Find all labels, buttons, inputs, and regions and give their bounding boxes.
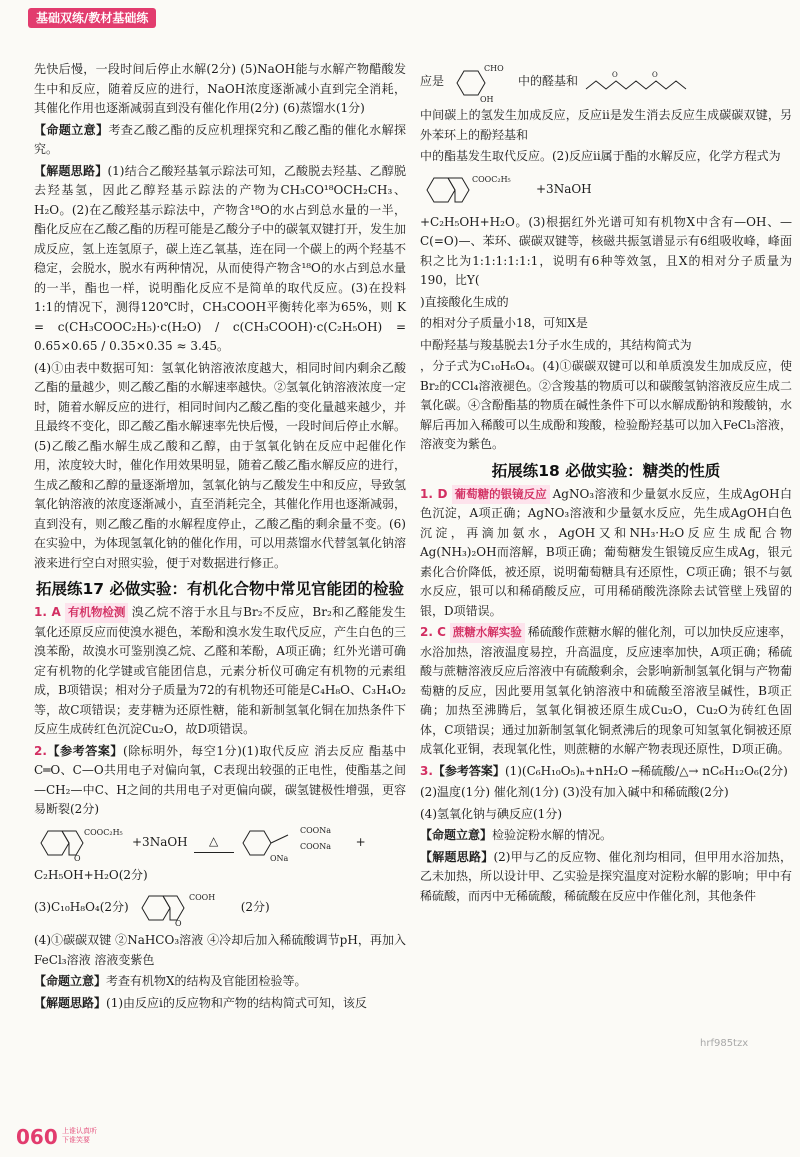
formula-row	[34, 888, 406, 928]
page-number: 060	[16, 1125, 58, 1149]
watermark: hrf985tzx	[700, 1038, 749, 1049]
left-column	[34, 60, 406, 1015]
right-text-2: 中的酯基发生取代反应。(2)反应ⅱ属于酯的水解反应，化学方程式为	[420, 149, 781, 163]
answer-tag: 【参考答案】	[46, 743, 123, 758]
question-3	[420, 762, 792, 782]
analysis-text: (2)甲与乙的反应物、催化剂均相同，但甲用水浴加热，乙未加热，所以设计甲、乙实验是探究温度对淀粉水解的影响；甲中有稀硫酸，而丙中无稀硫酸，稀硫酸在反应中作催化剂，其他条件	[420, 849, 793, 903]
coumarin-ester-structure	[420, 170, 530, 210]
condition-arrow: △	[194, 832, 234, 853]
intent-text: 考查有机物X的结构及官能团检验等。	[106, 974, 307, 988]
coumarin-ester-structure	[34, 823, 126, 863]
formula-text: (3)C₁₀H₈O₄(2分)	[34, 900, 129, 915]
svg-text:COONa: COONa	[299, 825, 331, 835]
question-number: 2. C	[420, 625, 446, 639]
svg-text:ONa: ONa	[269, 853, 288, 863]
text-fragment: 中的醛基和	[518, 74, 579, 89]
equation-product-line: C₂H₅OH+H₂O(2分)	[34, 867, 148, 882]
question-1	[420, 485, 792, 622]
question-2	[420, 623, 792, 760]
salicylaldehyde-structure	[450, 61, 512, 103]
reagent-text: +3NaOH	[536, 181, 592, 196]
intent-tag: 【命题立意】	[34, 974, 107, 988]
answer-tag: 【参考答案】	[432, 763, 505, 778]
answer-line-4: (4)①碳碳双键 ②NaHCO₃溶液 ④冷却后加入稀硫酸调节pH，再加入FeCl₃溶液 溶液变紫色	[34, 933, 406, 967]
score-text: (2分)	[240, 900, 270, 915]
right-column	[420, 58, 792, 908]
svg-text:OH: OH	[480, 95, 494, 103]
right-text-6: 中酚羟基与羧基脱去1分子水生成的，其结构简式为	[420, 337, 692, 352]
structure-row-2	[420, 170, 792, 210]
question-text: (除标明外，每空1分)(1)取代反应 消去反应 酯基中C═O、C—O共用电子对偏向氧，C表现出较强的正电性，使酯基之间—CH₂—中C、H之间的共用电子对更偏向碳，碳氢键极性增强，更容易断裂(2分)	[34, 743, 406, 816]
topic-tag: 蔗糖水解实验	[450, 623, 525, 643]
svg-text:COONa: COONa	[299, 841, 331, 851]
analysis-paragraph-2: (4)①由表中数据可知：氢氧化钠溶液浓度越大，相同时间内剩余乙酸乙酯的量越少，则乙酸乙酯的水解速率越快。②氢氧化钠溶液浓度一定时，随着水解反应的进行，相同时间内乙酸乙酯的变化量越来越少，并且最终不变化，即乙酸乙酯水解速率先快后慢，一段时间后停止水解。(5)乙酸乙酯水解生成乙酸和乙醇，由于氢氧化钠在反应中起催化作用，浓度较大时，催化作用效果明显，随着乙酸乙酯水解反应的进行，生成乙酸和乙醇的量逐渐增加，氢氧化钠与乙酸发生中和反应，导致氢氧化钠溶液的浓度逐渐减小，直至消耗完全，其催化作用也逐渐减弱，直到没有，则乙酸乙酯的水解程度停止，乙酸乙酯的剩余量不变。(6)在实验中，为体现氢氧化钠的催化作用，可以用蒸馏水代替氢氧化钠溶液来进行空白对照实验，便于对数据进行修正。	[34, 360, 407, 570]
svg-text:O: O	[174, 919, 182, 928]
svg-text:CHO: CHO	[484, 64, 504, 73]
footer-slogan: 上谁认真听 下谁笑要	[62, 1127, 97, 1144]
analysis-tag: 【解题思路】	[34, 995, 107, 1010]
intent-paragraph-2	[34, 972, 406, 992]
right-text-5: 的相对分子质量小18，可知X是	[420, 316, 588, 330]
right-text-4: )直接酸化生成的	[420, 294, 509, 309]
section-title-17: 拓展练17 必做实验：有机化合物中常见官能团的检验	[36, 580, 404, 598]
coumarin-acid-structure	[135, 888, 235, 928]
question-text: 溴乙烷不溶于水且与Br₂不反应，Br₂和乙醛能发生氧化还原反应而使溴水褪色，苯酚和溴水发生取代反应，产生白色的三溴苯酚，故溴水可鉴别溴乙烷、乙醛和苯酚，A项正确；红外光谱可确定有机物的化学键或官能团信息，元素分析仪可确定有机物的元素组成，B项错误；相对分子质量为72的有机物还可能是C₄H₈O、C₃H₄O₂等，故C项错误；麦芽糖为还原性糖，能和新制氢氧化铜在加热条件下反应生成砖红色沉淀Cu₂O，故D项错误。	[34, 605, 407, 736]
question-number: 3.	[420, 763, 433, 778]
plus-sign: +	[355, 834, 366, 849]
structure-row-1	[420, 61, 792, 103]
answer-line: (1)(C₆H₁₀O₅)ₙ+nH₂O ─稀硫酸/△→ nC₆H₁₂O₆(2分)	[504, 763, 788, 778]
intent-paragraph	[420, 826, 792, 846]
analysis-paragraph	[420, 848, 792, 907]
sodium-salt-structure	[240, 823, 350, 863]
svg-text:COOC₂H₅: COOC₂H₅	[84, 827, 123, 837]
analysis-text: (1)由反应ⅰ的反应物和产物的结构简式可知，该反	[106, 995, 367, 1010]
equation-row	[34, 823, 406, 863]
analysis-tag: 【解题思路】	[34, 163, 108, 178]
answer-continuation: 先快后慢，一段时间后停止水解(2分) (5)NaOH能与水解产物醋酸发生中和反应，随着反应的进行，NaOH浓度逐渐减小直到完全消耗，其催化作用也逐渐减弱直到没有催化作用(2分) (6)蒸馏水(1分)	[34, 62, 406, 115]
section-title-18: 拓展练18 必做实验：糖类的性质	[491, 461, 721, 480]
question-number: 1. A	[34, 605, 61, 619]
right-text-3: +C₂H₅OH+H₂O。(3)根据红外光谱可知有机物X中含有—OH、—C(=O)—、苯环、碳碳双键等，核磁共振氢谱显示有6组吸收峰，峰面积之比为1:1:1:1:1:1，说明有6种等效氢，且X的相对分子质量为190，比Y(	[420, 214, 792, 287]
svg-text:O: O	[612, 71, 618, 79]
analysis-paragraph	[34, 162, 406, 357]
intent-tag: 【命题立意】	[420, 828, 493, 842]
intent-text: 考查乙酸乙酯的反应机理探究和乙酸乙酯的催化水解探究。	[34, 122, 406, 156]
intent-tag: 【命题立意】	[34, 122, 109, 137]
analysis-tag: 【解题思路】	[420, 849, 494, 864]
question-number: 1. D	[420, 486, 448, 501]
text-fragment: 应是	[420, 74, 445, 89]
svg-text:COOC₂H₅: COOC₂H₅	[472, 174, 511, 184]
svg-text:O: O	[74, 853, 81, 863]
question-text: AgNO₃溶液和少量氨水反应，生成AgOH白色沉淀，A项正确；AgNO₃溶液和少量氨水反应，先生成AgOH白色沉淀，再滴加氨水，AgOH又和NH₃·H₂O反应生成配合物Ag(NH₃)₂OH而溶解，B项正确；葡萄糖发生银镜反应生成Ag，银元素化合价降低，被还原，说明葡萄糖具有还原性，C项正确；银不与氨水反应，银可以和稀硝酸反应，可用稀硝酸洗涤除去试管壁上残留的银，D项错误。	[420, 486, 792, 618]
topic-tag: 有机物检测	[65, 603, 129, 623]
answer-line-3: (4)氢氧化钠与碘反应(1分)	[420, 806, 562, 821]
question-2	[34, 742, 406, 820]
question-1	[34, 603, 406, 740]
question-text: 稀硫酸作蔗糖水解的催化剂，可以加快反应速率，水浴加热，溶液温度易控，升高温度，反应速率加快，A项正确；稀硫酸与蔗糖溶液反应后溶液中有硫酸剩余，会影响新制氢氧化铜与产物葡萄糖的反应，因此要用氢氧化钠溶液中和硫酸至溶液呈碱性，B项正确；加热至沸腾后，氢氧化铜被还原生成Cu₂O，Cu₂O为砖红色固体，C项错误；通过加新制氢氧化铜煮沸后的现象可知氢氧化铜被还原成氧化亚铜，表现氧化性，则蔗糖的水解产物表现还原性，D项正确。	[420, 625, 793, 756]
right-text-7: ，分子式为C₁₀H₆O₄。(4)①碳碳双键可以和单质溴发生加成反应，使Br₂的CCl₄溶液褪色。②含羧基的物质可以和碳酸氢钠溶液反应生成二氧化碳。④含酚酯基的物质在碱性条件下可以水解成酚钠和羧酸钠，水解后再加入稀酸可以生成酚和羧酸，检验酚羟基可以加入FeCl₃溶液，溶液变为紫色。	[420, 359, 793, 451]
section-header-tag: 基础双练/教材基础练	[28, 8, 156, 28]
intent-text: 检验淀粉水解的情况。	[492, 828, 613, 842]
right-text-1: 中间碳上的氢发生加成反应，反应ⅱ是发生消去反应生成碳碳双键，另外苯环上的酚羟基和	[420, 108, 792, 142]
svg-text:COOH: COOH	[188, 893, 215, 902]
answer-line-2: (2)温度(1分) 催化剂(1分) (3)没有加入碱中和稀硫酸(2分)	[420, 785, 729, 799]
analysis-paragraph-3	[34, 994, 406, 1014]
analysis-text: (1)结合乙酸羟基氧示踪法可知，乙酸脱去羟基、乙醇脱去羟基氢，因此乙醇羟基示踪法的产物为CH₃CO¹⁸OCH₂CH₃、H₂O。(2)在乙酸羟基示踪法中，产物含¹⁸O的水占到总水量的一半，酯化反应在乙酸乙酯的历程可能是乙酸分子中的碳氧双键打开，发生加成反应，氢上连氢原子，碳上连乙氧基，连在同一个碳上的两个羟基不稳定，会脱水，脱水有两种情况，从而使得产物含¹⁸O的水占到总水量的一半，酯也一样，说明酯化反应不是简单的取代反应。(3)在投料1:1的情况下，测得120℃时，CH₃COOH平衡转化率为65%，则 K = c(CH₃COOC₂H₅)·c(H₂O) / c(CH₃COOH)·c(C₂H₅OH) = 0.65×0.65 / 0.35×0.35 ≈ 3.45。	[34, 163, 407, 353]
topic-tag: 葡萄糖的银镜反应	[452, 485, 550, 505]
question-number: 2.	[34, 743, 47, 758]
reagent-text: +3NaOH	[132, 834, 188, 849]
intent-paragraph	[34, 121, 406, 160]
svg-text:O: O	[652, 71, 658, 79]
malonate-ester-structure	[584, 67, 694, 97]
